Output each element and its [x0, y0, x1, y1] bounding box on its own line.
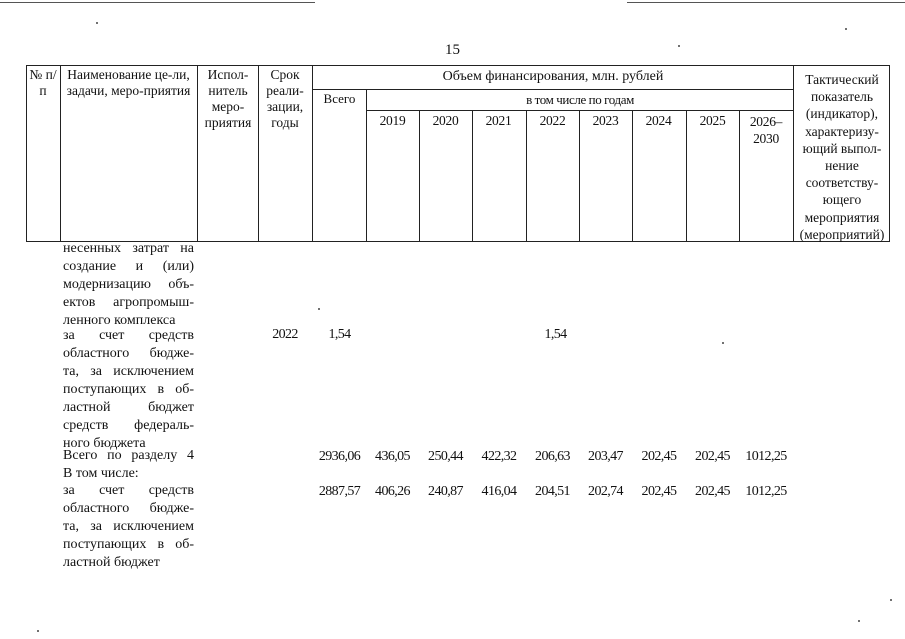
- border-indicator: [793, 65, 794, 242]
- scan-speckle: [722, 342, 724, 344]
- year-2023: 2023: [592, 113, 619, 128]
- border-executor: [197, 65, 198, 242]
- year-2020: 2020: [432, 113, 459, 128]
- name-line: создание и (или): [63, 259, 194, 274]
- name-line: поступающих в об-: [63, 537, 194, 552]
- row-4-2020: 240,87: [428, 484, 463, 499]
- scan-edge-left: [0, 2, 315, 3]
- header-number: № п/п: [29, 67, 57, 98]
- row-4-2019: 406,26: [375, 484, 410, 499]
- scan-speckle: [96, 22, 98, 24]
- row-3-2026-2030: 1012,25: [745, 449, 787, 464]
- row-4-2023: 202,74: [588, 484, 623, 499]
- border-2026: [739, 110, 740, 242]
- scan-edge-right: [627, 2, 905, 3]
- header-by-years: в том числе по годам: [526, 92, 634, 107]
- name-line: областного бюдже-: [63, 346, 194, 361]
- row-3-2020: 250,44: [428, 449, 463, 464]
- row-4-2022: 204,51: [535, 484, 570, 499]
- year-2026-2030: 2026–2030: [749, 114, 783, 146]
- header-indicator: Тактический показатель (индикатор), характеризу-ющий выпол-нение соответству-ющего мероприятия (мероприятий): [799, 72, 885, 242]
- row-4-2025: 202,45: [695, 484, 730, 499]
- name-line: ленного комплекса: [63, 313, 176, 328]
- row-2-total: 1,54: [328, 327, 351, 342]
- scan-speckle: [37, 630, 39, 632]
- funding-divider: [312, 89, 793, 90]
- header-term: Срок реали-зации, годы: [266, 67, 304, 130]
- row-3-2022: 206,63: [535, 449, 570, 464]
- border-2023: [579, 110, 580, 242]
- name-line: ластной бюджет: [63, 400, 194, 415]
- year-2021: 2021: [485, 113, 512, 128]
- year-2022: 2022: [539, 113, 566, 128]
- year-2025: 2025: [699, 113, 726, 128]
- name-line: та, за исключением: [63, 519, 194, 534]
- header-total: Всего: [323, 91, 356, 106]
- row-3-2023: 203,47: [588, 449, 623, 464]
- name-line: модернизацию объ-: [63, 277, 194, 292]
- name-line: за счет средств: [63, 328, 194, 343]
- row-2-2022: 1,54: [544, 327, 567, 342]
- border-years: [366, 89, 367, 242]
- name-line: несенных затрат на: [63, 241, 194, 256]
- name-line: ластной бюджет: [63, 555, 160, 570]
- name-line: областного бюдже-: [63, 501, 194, 516]
- name-line: та, за исключением: [63, 364, 194, 379]
- row-4-2026-2030: 1012,25: [745, 484, 787, 499]
- page-number: 15: [445, 42, 460, 58]
- border-2021: [472, 110, 473, 242]
- row-3-name: [63, 447, 194, 483]
- row-3-2025: 202,45: [695, 449, 730, 464]
- year-2019: 2019: [379, 113, 406, 128]
- row-1-name: [63, 240, 194, 330]
- header-top-border: [26, 65, 890, 66]
- border-name: [60, 65, 61, 242]
- border-right: [889, 65, 890, 242]
- row-2-term: 2022: [272, 327, 298, 342]
- border-left: [26, 65, 27, 242]
- border-2022: [526, 110, 527, 242]
- border-2025: [686, 110, 687, 242]
- border-2024: [632, 110, 633, 242]
- header-executor: Испол-нитель меро-приятия: [204, 67, 252, 130]
- name-line: Всего по разделу 4: [63, 448, 194, 463]
- row-4-total: 2887,57: [318, 484, 361, 499]
- row-4-2024: 202,45: [641, 484, 677, 499]
- scan-speckle: [845, 28, 847, 30]
- year-2024: 2024: [645, 113, 672, 128]
- name-line: за счет средств: [63, 483, 194, 498]
- name-line: ектов агропромыш-: [63, 295, 194, 310]
- border-2020: [419, 110, 420, 242]
- row-3-2021: 422,32: [481, 449, 517, 464]
- row-3-2024: 202,45: [641, 449, 677, 464]
- row-2-name: [63, 327, 194, 453]
- header-funding: Объем финансирования, млн. рублей: [442, 69, 664, 84]
- name-line: поступающих в об-: [63, 382, 194, 397]
- row-3-2019: 436,05: [375, 449, 410, 464]
- name-line: ного бюджета: [63, 436, 146, 451]
- name-line: В том числе:: [63, 466, 139, 481]
- name-line: средств федераль-: [63, 418, 194, 433]
- header-name: Наименование це-ли, задачи, меро-приятия: [66, 67, 191, 98]
- scan-speckle: [678, 45, 680, 47]
- scan-speckle: [858, 620, 860, 622]
- row-4-name: [63, 482, 194, 572]
- scan-speckle: [318, 308, 320, 310]
- scan-speckle: [890, 599, 892, 601]
- row-4-2021: 416,04: [481, 484, 517, 499]
- row-3-total: 2936,06: [318, 449, 361, 464]
